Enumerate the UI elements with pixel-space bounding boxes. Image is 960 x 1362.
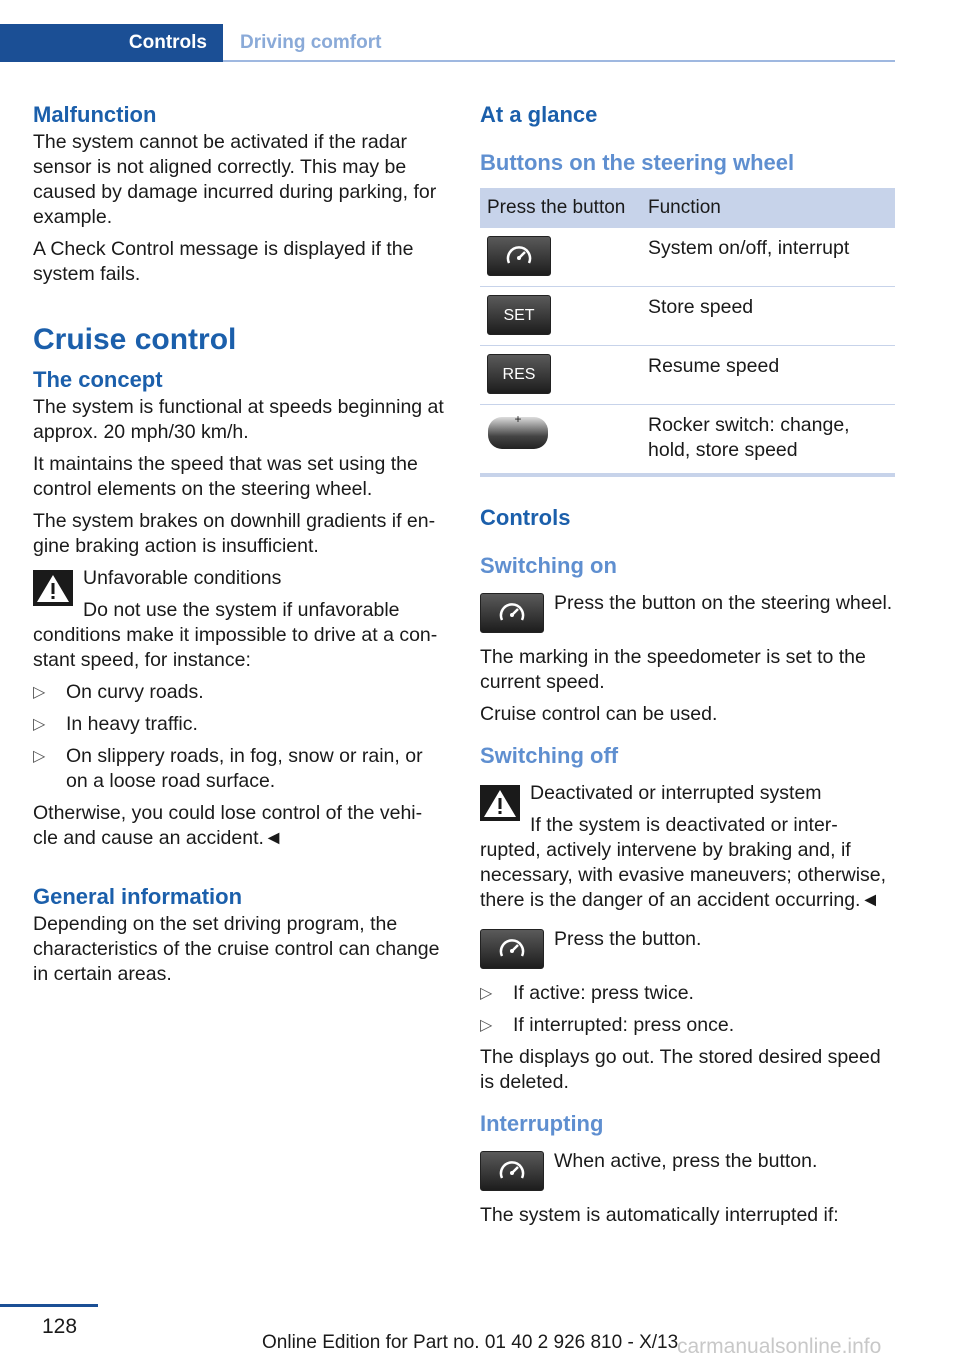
warning-triangle-icon: [480, 785, 520, 821]
cruise-on-off-icon: [480, 929, 544, 969]
bullet-triangle-icon: ▷: [480, 985, 493, 1002]
general-information-heading: General information: [33, 884, 243, 909]
table-header-press: Press the button: [480, 188, 641, 228]
page-number: 128: [42, 1315, 78, 1338]
function-cell: Store speed: [641, 287, 895, 346]
bullet-triangle-icon: ▷: [480, 1017, 493, 1034]
interrupting-heading: Interrupting: [480, 1111, 604, 1136]
rocker-switch-icon: +: [487, 413, 549, 453]
function-cell: Rocker switch: change, hold, store speed: [641, 405, 895, 476]
at-a-glance-heading: At a glance: [480, 102, 598, 127]
list-item: ▷ If active: press twice.: [480, 982, 694, 1004]
warning-block-conditions: [33, 566, 447, 591]
bullet-triangle-icon: ▷: [33, 716, 46, 733]
set-button-icon: SET: [487, 295, 551, 335]
general-information-paragraph: Depending on the set driving program, the characteristics of the cruise control can change in certain areas.: [33, 913, 440, 985]
watermark: carmanualsonline.info: [677, 1335, 882, 1358]
list-item: ▷ If interrupted: press once.: [480, 1014, 735, 1036]
cruise-on-off-icon: [480, 1151, 544, 1191]
table-row: [480, 346, 895, 405]
function-cell: Resume speed: [641, 346, 895, 405]
warning-text: If the system is deactivated or inter‐rupted, actively intervene by braking and, if necessary, with evasive maneuvers; otherwise, there is the danger of an accident occurring.◄: [480, 814, 887, 911]
warning-triangle-icon: [33, 570, 73, 606]
concept-paragraph-1: The system is functional at speeds beginning at approx. 20 mph/30 km/h.: [33, 396, 444, 443]
switch-off-list: [480, 981, 895, 1038]
header-rule: [223, 60, 895, 62]
page-header: [0, 24, 895, 62]
footer-rule: [0, 1304, 98, 1307]
malfunction-paragraph-2: A Check Control message is displayed if the system fails.: [33, 238, 414, 285]
section-tab-driving-comfort: Driving comfort: [240, 32, 382, 53]
concept-heading: The concept: [33, 367, 163, 392]
switching-off-heading: Switching off: [480, 743, 619, 768]
malfunction-heading: Malfunction: [33, 102, 157, 127]
left-column: [33, 100, 447, 994]
table-row: [480, 228, 895, 287]
switch-on-text: Press the button on the steering wheel.: [554, 592, 893, 614]
warning-text: Do not use the system if unfavorable conditions make it impossible to drive at a con‐stant speed, for instance:: [33, 599, 438, 671]
cruise-control-heading: Cruise control: [33, 323, 237, 356]
concept-paragraph-2: It maintains the speed that was set using the control elements on the steering wheel.: [33, 453, 418, 500]
switching-on-heading: Switching on: [480, 553, 617, 578]
table-row: [480, 287, 895, 346]
interrupt-text: When active, press the button.: [554, 1150, 818, 1172]
section-tab-controls: Controls: [0, 24, 223, 62]
switch-off-paragraph: The displays go out. The stored desired speed is deleted.: [480, 1046, 881, 1093]
list-item: ▷ In heavy traffic.: [33, 713, 198, 735]
bullet-triangle-icon: ▷: [33, 748, 46, 765]
conditions-list: [33, 680, 447, 794]
right-column: [480, 100, 895, 1235]
edition-text: Online Edition for Part no. 01 40 2 926 810 - X/13: [262, 1332, 679, 1353]
table-header-row: [480, 188, 895, 228]
buttons-table: [480, 188, 895, 477]
table-row: [480, 405, 895, 476]
press-button-text: Press the button.: [554, 928, 702, 950]
switch-off-instruction: [480, 927, 895, 971]
interrupt-paragraph: The system is automatically interrupted if:: [480, 1204, 839, 1226]
table-header-function: Function: [641, 188, 895, 228]
warning-block-deactivated: [480, 781, 895, 806]
switch-on-instruction: [480, 591, 895, 635]
cruise-on-off-icon: [487, 236, 551, 276]
list-item: ▷ On slippery roads, in fog, snow or rain, or on a loose road surface.: [33, 745, 423, 792]
warning-title: Deactivated or interrupted system: [530, 782, 822, 804]
function-cell: System on/off, interrupt: [641, 228, 895, 287]
concept-paragraph-3: The system brakes on downhill gradients if en‐gine braking action is insufficient.: [33, 510, 436, 557]
bullet-triangle-icon: ▷: [33, 684, 46, 701]
interrupt-instruction: [480, 1149, 895, 1193]
warning-end-text: Otherwise, you could lose control of the vehi‐cle and cause an accident.◄: [33, 802, 423, 849]
warning-title: Unfavorable conditions: [83, 567, 282, 589]
buttons-heading: Buttons on the steering wheel: [480, 150, 795, 175]
cruise-on-off-icon: [480, 593, 544, 633]
switch-on-paragraph-1: The marking in the speedometer is set to the current speed.: [480, 646, 866, 693]
list-item: ▷ On curvy roads.: [33, 681, 204, 703]
malfunction-paragraph-1: The system cannot be activated if the radar sensor is not aligned correctly. This may be caused by damage incurred during parking, for example.: [33, 131, 437, 228]
res-button-icon: RES: [487, 354, 551, 394]
controls-heading: Controls: [480, 505, 571, 530]
switch-on-paragraph-2: Cruise control can be used.: [480, 703, 718, 725]
